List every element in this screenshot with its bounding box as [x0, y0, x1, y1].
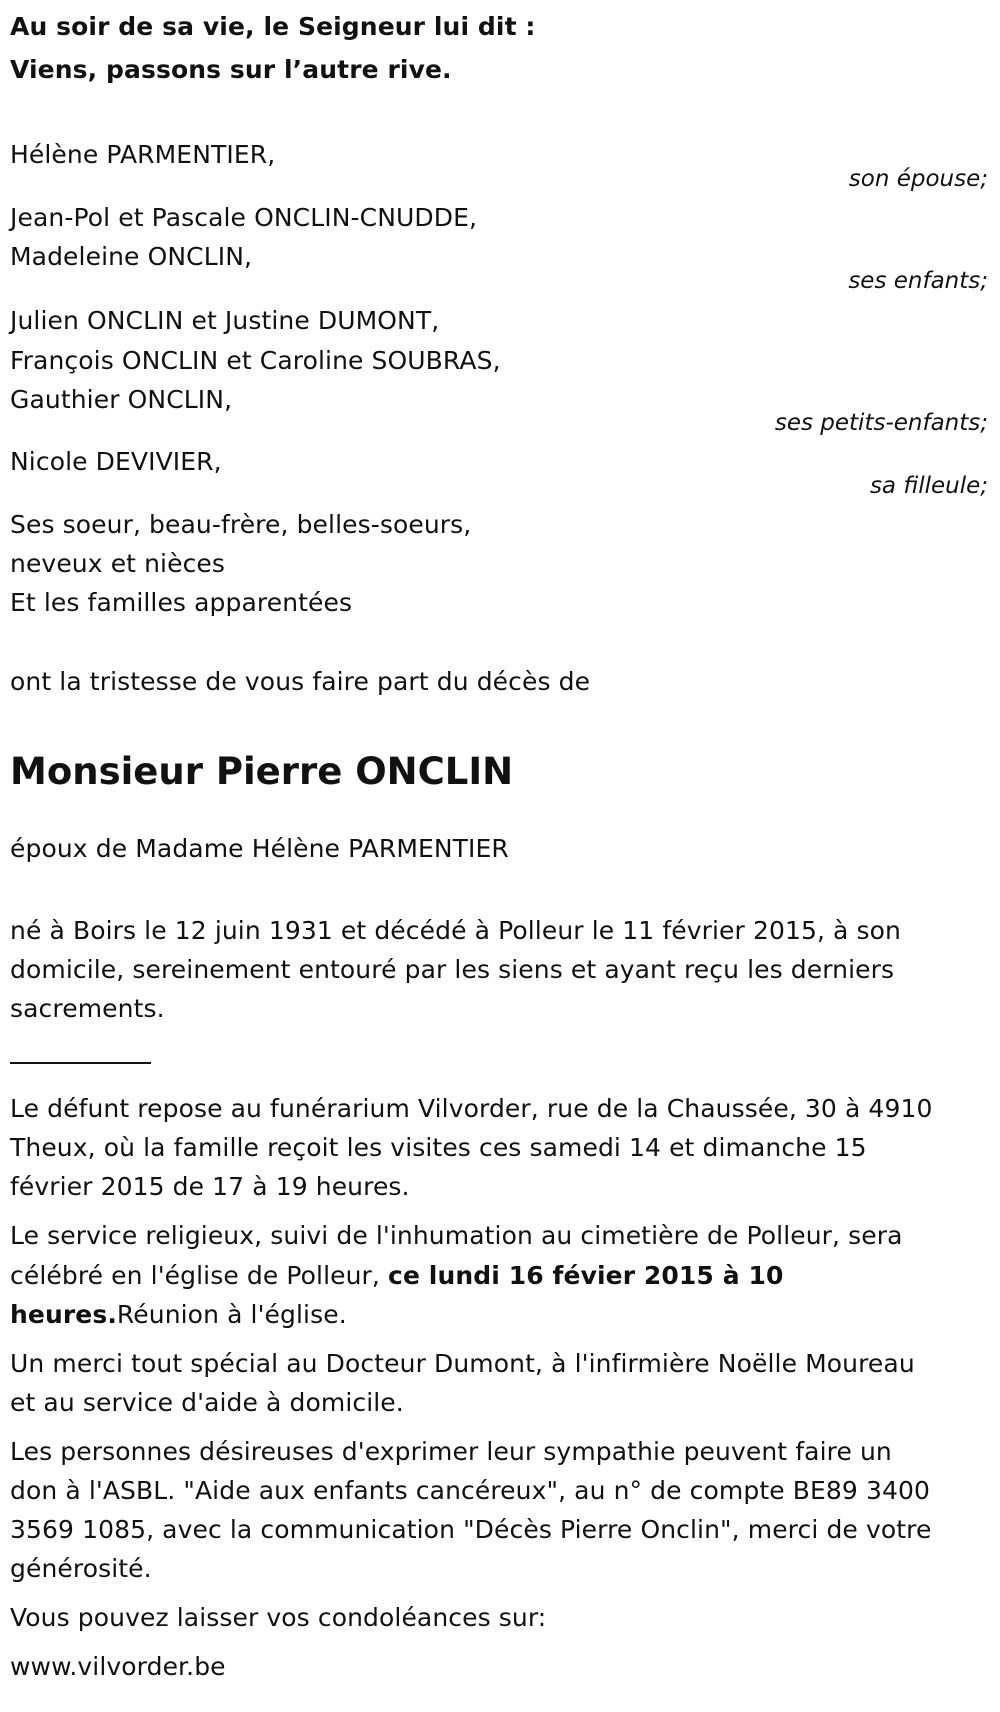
- intro-line-2: Viens, passons sur l’autre rive.: [10, 55, 452, 84]
- condolences-website[interactable]: www.vilvorder.be: [10, 1652, 226, 1681]
- intro-line-1: Au soir de sa vie, le Seigneur lui dit :: [10, 12, 536, 41]
- others-line-2: neveux et nièces: [10, 549, 226, 578]
- details-line-1: né à Boirs le 12 juin 1931 et décédé à Polleur le 11 février 2015, à son: [10, 916, 901, 945]
- donation-line-3: 3569 1085, avec la communication "Décès Pierre Onclin", merci de votre: [10, 1515, 932, 1544]
- children-role: ses enfants;: [848, 268, 988, 294]
- thanks-line-1: Un merci tout spécial au Docteur Dumont, à l'infirmière Noëlle Moureau: [10, 1349, 915, 1378]
- spouse-role: son épouse;: [848, 166, 988, 192]
- grandchild-3: Gauthier ONCLIN,: [10, 385, 233, 414]
- service-location: célébré en l'église de Polleur,: [10, 1261, 389, 1290]
- goddaughter-name: Nicole DEVIVIER,: [10, 447, 222, 476]
- service-line-1: Le service religieux, suivi de l'inhumation au cimetière de Polleur, sera: [10, 1221, 903, 1250]
- grandchild-1: Julien ONCLIN et Justine DUMONT,: [10, 306, 440, 335]
- announcement: ont la tristesse de vous faire part du décès de: [10, 667, 591, 696]
- service-time: heures.: [10, 1300, 117, 1329]
- others-line-1: Ses soeur, beau-frère, belles-soeurs,: [10, 510, 472, 539]
- spouse-of: époux de Madame Hélène PARMENTIER: [10, 834, 509, 863]
- service-date: ce lundi 16 févier 2015 à 10: [388, 1261, 784, 1290]
- deceased-name: Monsieur Pierre ONCLIN: [10, 750, 514, 793]
- donation-line-2: don à l'ASBL. "Aide aux enfants cancéreux", au n° de compte BE89 3400: [10, 1476, 930, 1505]
- thanks-line-2: et au service d'aide à domicile.: [10, 1388, 404, 1417]
- details-line-3: sacrements.: [10, 994, 165, 1023]
- spouse-name: Hélène PARMENTIER,: [10, 140, 276, 169]
- donation-line-4: générosité.: [10, 1554, 152, 1583]
- child-2: Madeleine ONCLIN,: [10, 242, 253, 271]
- donation-line-1: Les personnes désireuses d'exprimer leur sympathie peuvent faire un: [10, 1437, 892, 1466]
- funerarium-line-1: Le défunt repose au funérarium Vilvorder, rue de la Chaussée, 30 à 4910: [10, 1094, 933, 1123]
- service-line-2: [10, 1261, 783, 1291]
- section-divider: [10, 1062, 151, 1064]
- grandchildren-role: ses petits-enfants;: [774, 410, 988, 436]
- others-line-3: Et les familles apparentées: [10, 588, 353, 617]
- service-line-3: [10, 1300, 347, 1330]
- goddaughter-role: sa filleule;: [869, 473, 988, 499]
- funerarium-line-3: février 2015 de 17 à 19 heures.: [10, 1172, 410, 1201]
- funerarium-line-2: Theux, où la famille reçoit les visites ces samedi 14 et dimanche 15: [10, 1133, 867, 1162]
- details-line-2: domicile, sereinement entouré par les siens et ayant reçu les derniers: [10, 955, 895, 984]
- service-meeting: Réunion à l'église.: [116, 1300, 347, 1329]
- grandchild-2: François ONCLIN et Caroline SOUBRAS,: [10, 346, 501, 375]
- child-1: Jean-Pol et Pascale ONCLIN-CNUDDE,: [10, 203, 478, 232]
- condolences-label: Vous pouvez laisser vos condoléances sur:: [10, 1603, 547, 1632]
